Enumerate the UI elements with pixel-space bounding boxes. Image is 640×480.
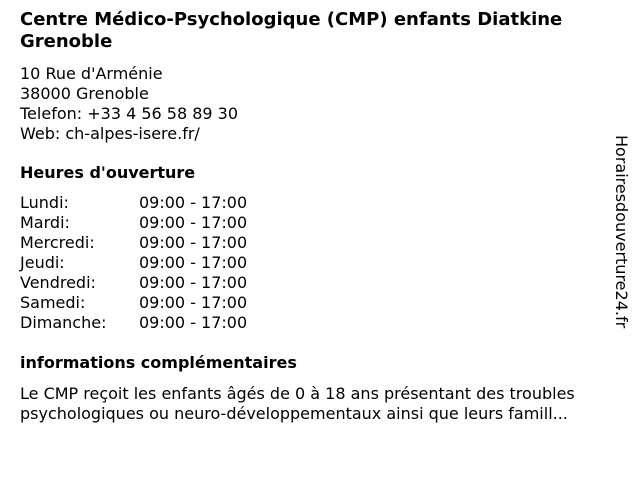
hours-row <box>20 233 247 253</box>
hours-row <box>20 213 247 233</box>
hours-day: Samedi: <box>20 293 86 312</box>
hours-day: Mardi: <box>20 213 70 232</box>
hours-day: Mercredi: <box>20 233 95 252</box>
page-title: Centre Médico-Psychologique (CMP) enfants Diatkine Grenoble <box>20 9 563 52</box>
opening-hours-heading: Heures d'ouverture <box>20 163 196 182</box>
website-link[interactable]: Web: ch-alpes-isere.fr/ <box>20 124 200 143</box>
hours-time: 09:00 - 17:00 <box>139 253 248 272</box>
hours-time: 09:00 - 17:00 <box>139 273 248 292</box>
hours-time: 09:00 - 17:00 <box>139 293 248 312</box>
hours-time: 09:00 - 17:00 <box>139 213 248 232</box>
additional-info-heading: informations complémentaires <box>20 353 297 372</box>
hours-day: Dimanche: <box>20 313 107 332</box>
site-watermark: Horairesdouverture24.fr <box>612 135 631 329</box>
hours-row <box>20 273 247 293</box>
hours-time: 09:00 - 17:00 <box>139 233 248 252</box>
hours-time: 09:00 - 17:00 <box>139 313 248 332</box>
city-postcode: 38000 Grenoble <box>20 84 149 103</box>
hours-day: Lundi: <box>20 193 69 212</box>
street-address: 10 Rue d'Arménie <box>20 64 163 83</box>
hours-day: Jeudi: <box>20 253 65 272</box>
hours-row <box>20 313 247 333</box>
hours-row <box>20 193 247 213</box>
hours-time: 09:00 - 17:00 <box>139 193 248 212</box>
hours-day: Vendredi: <box>20 273 96 292</box>
address-block <box>20 64 238 144</box>
hours-row <box>20 293 247 313</box>
phone-number: Telefon: +33 4 56 58 89 30 <box>20 104 239 123</box>
hours-row <box>20 253 247 273</box>
opening-hours-table <box>20 193 247 333</box>
additional-info-text: Le CMP reçoit les enfants âgés de 0 à 18 ans présentant des troubles psychologiques ou neuro-développementaux ainsi que leurs famill... <box>20 384 575 423</box>
